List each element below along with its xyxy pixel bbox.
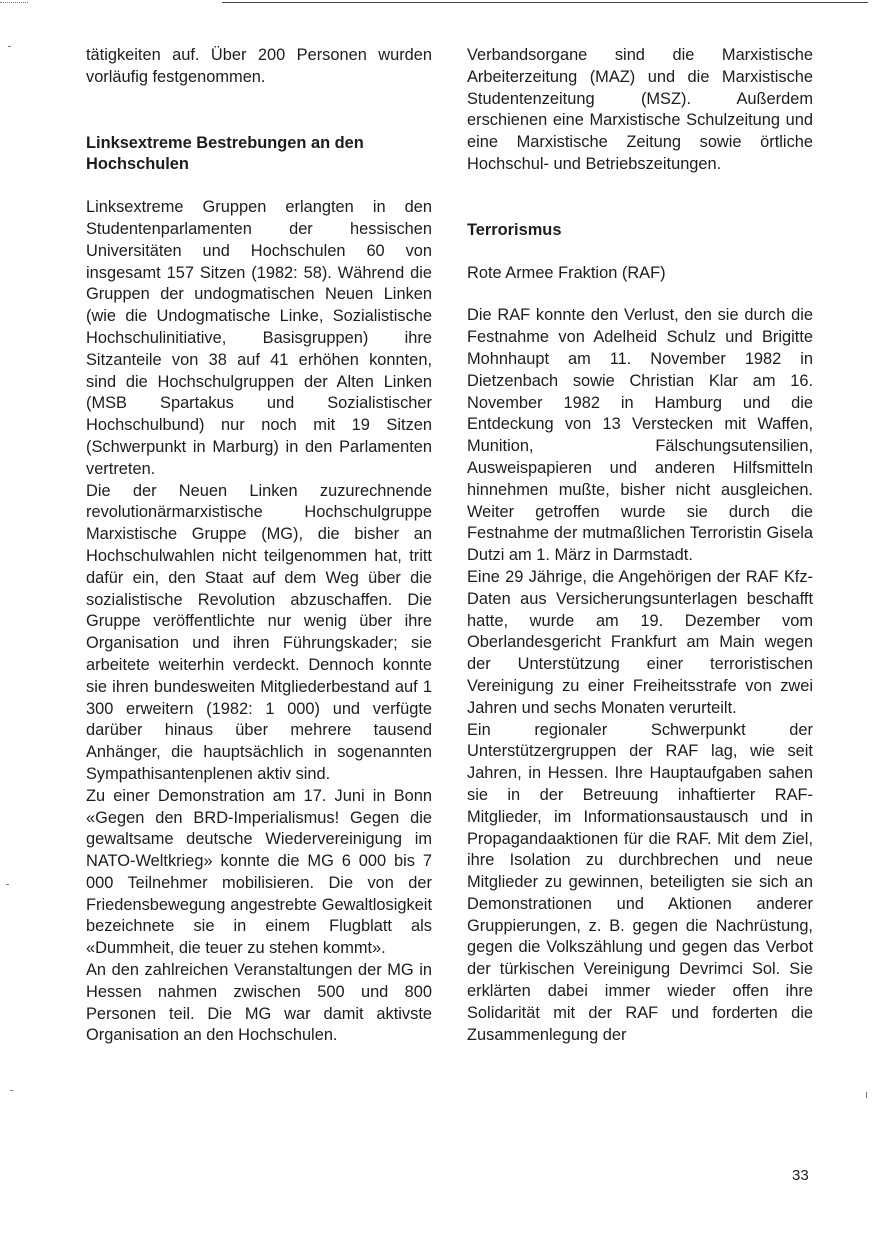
right-paragraph-1: Die RAF konnte den Verlust, den sie durch die Festnahme von Adelheid Schulz und Brigitte Mohnhaupt am 11. November 1982 in Dietzenbach sowie Christian Klar am 16. November 1982 in Hamburg und die Entdeckung von 13 Verstecken mit Waffen, Munition, Fälschungsutensilien, Ausweispapieren und anderen Hilfsmitteln hinnehmen mußte, bisher nicht ausgleichen. Weiter getroffen wurde sie durch die Festnahme der mutmaßlichen Terroristin Gisela Dutzi am 1. März in Darmstadt. (467, 306, 813, 565)
left-paragraph-3: Zu einer Demonstration am 17. Juni in Bonn «Gegen den BRD-Imperialismus! Gegen die gewaltsame deutsche Wiedervereinigung im NATO-Weltkrieg» konnte die MG 6 000 bis 7 000 Teilnehmer mobilisieren. Die von der Friedensbewegung angestrebte Gewaltlosigkeit bezeichnete sie in einem Flugblatt als «Dummheit, die teuer zu stehen kommt». (86, 786, 432, 958)
scan-speck (8, 46, 11, 47)
scan-speck (866, 1092, 867, 1098)
subheading-raf: Rote Armee Fraktion (RAF) (467, 263, 666, 282)
scan-speck (10, 1090, 13, 1091)
left-paragraph-continuation: tätigkeiten auf. Über 200 Personen wurden vorläufig festgenommen. (86, 46, 432, 86)
right-paragraph-continuation: Verbandsorgane sind die Marxistische Arbeiterzeitung (MAZ) und die Marxistische Studentenzeitung (MSZ). Außerdem erschienen eine Marxistische Schulzeitung und eine Marxistische Zeitung sowie örtliche Hochschul- und Betriebszeitungen. (467, 46, 813, 173)
scan-speck (6, 884, 9, 885)
section-heading-hochschulen: Linksextreme Bestrebungen an den Hochschulen (86, 133, 364, 174)
top-left-dotted-rule (0, 2, 28, 3)
right-paragraph-3: Ein regionaler Schwerpunkt der Unterstützergruppen der RAF lag, wie seit Jahren, in Hessen. Ihre Hauptaufgaben sahen sie in der Betreuung inhaftierter RAF-Mitglieder, im Informationsaustausch und in Propagandaaktionen für die RAF. Mit dem Ziel, ihre Isolation zu durchbrechen und neue Mitglieder zu gewinnen, beteiligten sie sich an Demonstrationen und Aktionen anderer Gruppierungen, z. B. gegen die Nachrüstung, gegen die Volkszählung und gegen das Verbot der türkischen Vereinigung Devrimci Sol. Sie erklärten dabei immer wieder offen ihre Solidarität mit der RAF und forderten die Zusammenlegung der (467, 720, 813, 1044)
left-column (86, 45, 432, 1047)
right-column (467, 45, 813, 1046)
top-rule (222, 2, 868, 3)
section-heading-terrorismus: Terrorismus (467, 220, 562, 239)
right-paragraph-2: Eine 29 Jährige, die Angehörigen der RAF Kfz-Daten aus Versicherungsunterlagen beschafft hatte, wurde am 19. Dezember vom Oberlandesgericht Frankfurt am Main wegen der Unterstützung einer terroristischen Vereinigung zu einer Freiheitsstrafe von zwei Jahren und sechs Monaten verurteilt. (467, 567, 813, 717)
page-number: 33 (792, 1167, 809, 1184)
left-paragraph-1: Linksextreme Gruppen erlangten in den Studentenparlamenten der hessischen Universitäten und Hochschulen 60 von insgesamt 157 Sitzen (1982: 58). Während die Gruppen der undogmatischen Neuen Linken (wie die Undogmatische Linke, Sozialistische Hochschulinitiative, Basisgruppen) ihre Sitzanteile von 38 auf 41 erhöhen konnten, sind die Hochschulgruppen der Alten Linken (MSB Spartakus und Sozialistischer Hochschulbund) nur noch mit 19 Sitzen (Schwerpunkt in Marburg) in den Parlamenten vertreten. (86, 198, 432, 478)
left-paragraph-2: Die der Neuen Linken zuzurechnende revolutionärmarxistische Hochschulgruppe Marxistische Gruppe (MG), die bisher an Hochschulwahlen nicht teilgenommen hat, tritt dafür ein, den Staat auf dem Weg über die sozialistische Revolution abzuschaffen. Die Gruppe veröffentlichte nur wenig über ihre Organisation und ihren Führungskader; sie arbeitete weiterhin verdeckt. Dennoch konnte sie ihren bundesweiten Mitgliederbestand auf 1 300 erweitern (1982: 1 000) und verfügte darüber hinaus über mehrere tausend Anhänger, die hauptsächlich in sogenannten Sympathisantenplenen aktiv sind. (86, 481, 432, 783)
left-paragraph-4: An den zahlreichen Veranstaltungen der MG in Hessen nahmen zwischen 500 und 800 Personen teil. Die MG war damit aktivste Organisation an den Hochschulen. (86, 961, 432, 1045)
